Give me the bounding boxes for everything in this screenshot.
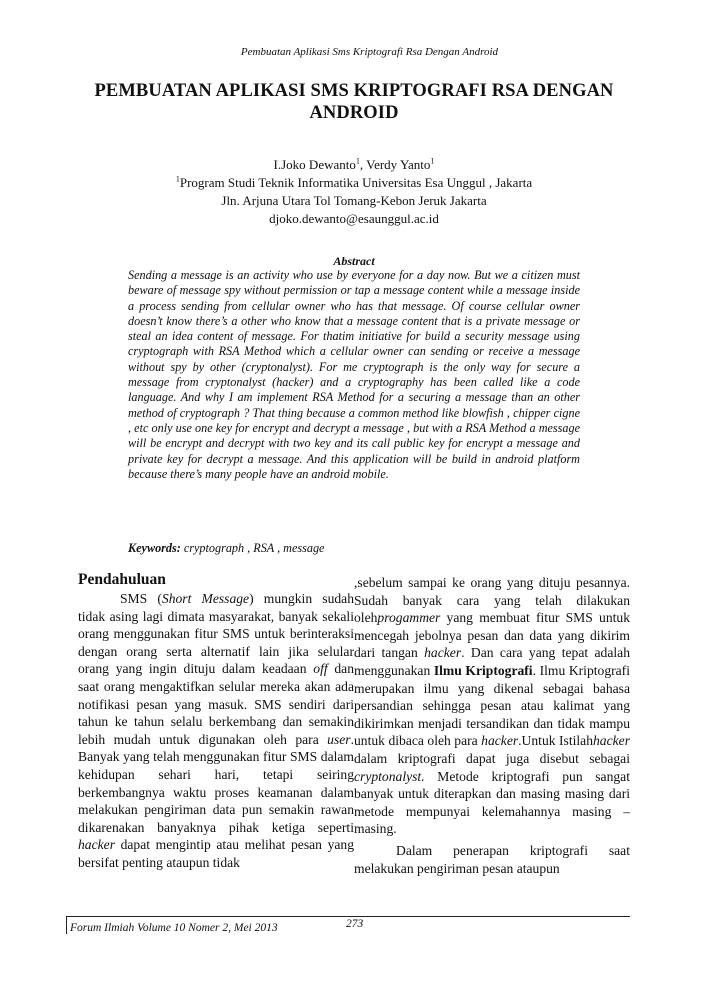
left-column [78,570,354,872]
text-run: . Dan cara yang tepat adalah menggunakan [354,645,630,678]
intro-paragraph-2: Dalam penerapan kriptografi saat melakukan pengiriman pesan ataupun [354,842,630,876]
text-run-split: dapat mengintip atau melihat pesan yang bersifat penting ataupun tidak [78,837,354,870]
title-line-2: ANDROID [309,103,399,123]
author-2: Verdy Yanto [366,157,431,172]
section-heading-pendahuluan: Pendahuluan [78,571,166,588]
intro-paragraph-1-right [354,574,630,838]
italic-term: off [313,661,328,677]
running-head-text: Pembuatan Aplikasi Sms Kriptografi Rsa Dengan Android [240,46,498,58]
running-head [0,46,708,58]
author-1-sup: 1 [355,156,360,166]
text-run: SMS ( [120,591,162,606]
text-run: . Banyak yang telah menggunakan fitur SMS dalam kehidupan sehari hari, tetapi seiring berkembangnya waktu proses keamanan dalam melakukan pengiriman data pun semakin rawan dikarenakan banyaknya pihak ketiga seperti [78,731,354,835]
text-run-split: ,sebelum sampai ke orang yang dituju pesannya. Sudah banyak cara yang telah dilakukan oleh [354,575,630,626]
right-column [354,574,630,877]
abstract-body: Sending a message is an activity who use by everyone for a day now. But we a citizen must beware of message spy without permission or tap a message content while a message inside a process sending from cellular owner who has that message. Of course cellular owner doesn’t know there’s a other who know that a message content that is a private message or steal an idea content of message. For thatim initiative for build a security message using cryptograph with RSA Method which a cellular owner can sending or receive a message without spy by other (cryptonalyst). For me cryptograph is the only way for secure a message from cryptonalyst (hacker) and a cryptography has been called like a code language. And why I am implement RSA Method for a securing a message than an other method of cryptograph ? That thing because a common method like blowfish , chipper cigne , etc only use one key for encrypt and decrypt a message , but with a RSA Method a message will be encrypt and decrypt with two key and its call public key for encrypt a message and private key for decrypt a message. And this application will be build in android platform because there’s many people have an android mobile. [128,268,580,481]
footer-rule [66,916,630,917]
author-names [110,156,598,174]
italic-term: hacker [78,837,115,853]
abstract-heading: Abstract [333,254,375,268]
author-block [110,156,598,228]
text-run: .Untuk Istilah [518,733,593,749]
text-run: . Ilmu Kriptografi merupakan ilmu yang dikenal sebagai bahasa persandian sehingga pesan atau kalimat yang dikirimkan menjadi tersandikan dan tidak mampu untuk dibaca oleh para [354,662,630,749]
bold-term: Ilmu Kriptografi [433,662,533,678]
text-run: dalam kriptografi dapat juga disebut sebagai [354,750,630,766]
affiliation [110,174,598,192]
author-1: I.Joko Dewanto [273,157,356,172]
italic-term: progammer [377,610,441,626]
text-run: yang membuat fitur SMS untuk mencegah jebolnya pesan dan data yang dikirim dari tangan [354,610,630,661]
footer-journal: Forum Ilmiah Volume 10 Nomer 2, Mei 2013 [70,922,278,934]
title-line-1: PEMBUATAN APLIKASI SMS KRIPTOGRAFI RSA DENGAN [94,81,614,101]
keywords-label: Keywords: [128,541,181,555]
keywords [128,541,580,556]
text-run: Metode kriptografi pun sangat banyak untuk diterapkan dan masing masing dari metode mempunyai kelemahannya masing – masing. [354,768,630,837]
italic-term: cryptonalyst. [354,768,425,784]
italic-term: user [327,731,351,747]
page-number: 273 [346,918,364,930]
text-run: dan saat orang mengaktifkan selular mereka akan ada notifikasi pesan yang masuk. SMS sendiri dari tahun ke tahun selalu berkembang dan semakin lebih mudah untuk digunakan oleh para [78,661,354,747]
italic-term: hacker [593,733,630,749]
affiliation-text: Program Studi Teknik Informatika Universitas Esa Unggul , Jakarta [179,175,533,190]
paper-title [70,80,638,124]
footer-left-bar [66,916,67,934]
address: Jln. Arjuna Utara Tol Tomang-Kebon Jeruk Jakarta [221,193,487,208]
italic-term: Short Message [161,591,250,606]
text-run: ) mungkin sudah tidak asing lagi dimata masyarakat, banyak sekali orang menggunakan fitur SMS untuk berinteraksi dengan orang serta alternatif lain jika selular orang yang ingin dituju dalam keadaan [78,591,354,677]
author-separator: , [359,157,367,172]
keywords-text: cryptograph , RSA , message [180,541,325,555]
affiliation-sup: 1 [175,174,180,184]
italic-term: hacker [481,733,519,749]
author-2-sup: 1 [430,156,435,166]
intro-paragraph-1-left [78,590,354,872]
email: djoko.dewanto@esaunggul.ac.id [269,211,439,226]
italic-term: hacker [424,645,462,661]
